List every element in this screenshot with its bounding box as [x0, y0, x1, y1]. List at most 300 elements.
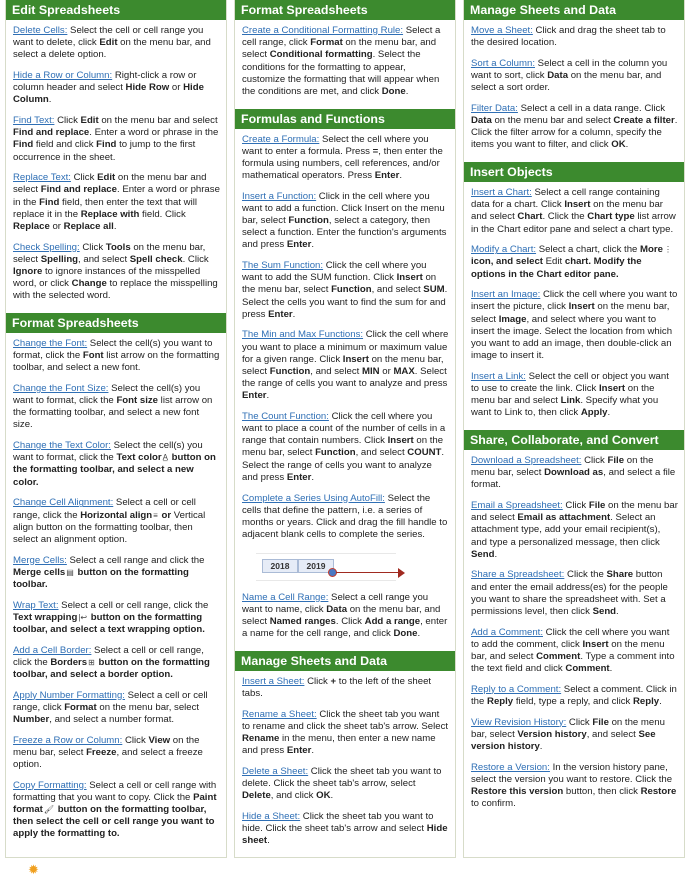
bold-term: Enter [374, 170, 400, 182]
bold-term: Edit [99, 37, 118, 49]
tip-title-link[interactable]: Delete a Sheet: [242, 765, 309, 777]
bold-term: SUM [423, 284, 445, 296]
toolbar-glyph-icon: |↩ [78, 612, 88, 622]
tip-text: Select a cell or cell range, click the [13, 644, 204, 668]
bold-term: or [161, 509, 174, 521]
tip-text: on the menu bar, select [242, 272, 437, 296]
tip-text: Click [304, 675, 331, 687]
bold-term: chart. Modify the options in the Chart editor pane. [471, 256, 642, 280]
tip-text: Click the sheet tab you want to delete. Click the sheet tab's arrow, select [242, 765, 442, 790]
bold-term: Function [288, 215, 329, 227]
bold-term: Spell check [129, 253, 183, 265]
cell-2018: 2018 [262, 559, 298, 573]
bold-term: View [148, 734, 171, 746]
bold-term: Comment [565, 663, 610, 675]
tip-title-link[interactable]: Share a Spreadsheet: [471, 569, 565, 581]
tip-title-link[interactable]: Insert a Chart: [471, 187, 532, 199]
tip-text: . [311, 745, 315, 757]
bold-term: button on the formatting toolbar, and select a text wrapping option. [13, 611, 205, 635]
tip-text: list arrow on the formatting toolbar, and select a new font size. [13, 395, 213, 431]
tip-text: . Enter a word or phrase in the [89, 127, 219, 139]
section-header: Manage Sheets and Data [464, 0, 684, 20]
tip-item [471, 455, 678, 492]
bold-term: Change [71, 278, 107, 290]
tip-title-link[interactable]: Freeze a Row or Column: [13, 734, 123, 746]
tip-text: to the left of the sheet tabs. [242, 675, 432, 700]
bold-term: button on the formatting toolbar, and select a new color. [13, 452, 216, 488]
column-1 [5, 0, 227, 858]
tip-text: Click [79, 241, 106, 253]
bold-term: Restore [640, 785, 677, 797]
tip-text: Click the cell where you want to add the comment, click [471, 626, 670, 650]
bold-term: Text color [116, 452, 162, 464]
bold-term: Find and replace [13, 127, 90, 139]
tip-text: field, type a reply, and click [513, 695, 633, 707]
section-header: Edit Spreadsheets [6, 0, 226, 20]
bold-term: Merge cells [13, 566, 66, 578]
bold-term: MIN [361, 365, 380, 377]
bold-term: Freeze [86, 746, 117, 758]
tip-item [13, 70, 220, 107]
bold-term: File [588, 499, 606, 511]
bold-term: Enter [286, 745, 312, 757]
tip-text: , and select where you want to insert the image. Select the location from which you want to add an image, then double-click an image to insert it. [471, 313, 673, 362]
tip-text: , and select [310, 365, 362, 377]
tip-title-link[interactable]: Copy Formatting: [13, 779, 87, 791]
tip-text: Click [70, 172, 98, 184]
drag-arrow-line [336, 572, 400, 574]
tip-text: or [169, 82, 184, 94]
bold-term: Share [606, 569, 634, 581]
tip-text: list arrow in the Chart editor pane and select a chart type. [471, 211, 676, 235]
tip-text: , and select [371, 284, 424, 296]
bold-term: Insert [396, 272, 423, 284]
tip-text: on the menu bar, and select [471, 638, 665, 662]
bold-term: button on the formatting toolbar. [13, 566, 189, 590]
tip-item [13, 440, 220, 489]
bold-term: Spelling [40, 253, 79, 265]
bold-term: = [372, 145, 379, 157]
bold-term: button on the formatting toolbar, and select a border option. [13, 656, 210, 680]
bold-term: Horizontal align [80, 509, 153, 521]
bold-term: Data [471, 115, 492, 127]
tip-text: Right-click a row or column header and select [13, 70, 197, 94]
tip-title-link[interactable]: Change the Text Color: [13, 440, 111, 452]
section-header: Format Spreadsheets [235, 0, 455, 20]
tip-text: Click [122, 734, 149, 746]
bold-term: Edit [80, 115, 99, 127]
tip-text: . Click [335, 616, 365, 628]
tip-item [471, 717, 678, 754]
tip-text: Click [566, 716, 593, 728]
bold-term: Text wrapping [13, 611, 78, 623]
item-group [242, 592, 449, 641]
tip-text: . [539, 740, 543, 752]
tip-title-link[interactable]: Insert a Function: [242, 190, 317, 202]
tip-text: . Click [182, 253, 209, 265]
tip-text: . [311, 471, 315, 483]
bold-term: Replace all [63, 220, 114, 232]
bold-term: Function [315, 447, 356, 459]
tip-title-link[interactable]: Check Spelling: [13, 241, 80, 253]
section-body [464, 450, 684, 821]
tip-title-link[interactable]: Rename a Sheet: [242, 708, 317, 720]
tip-title-link[interactable]: Sort a Column: [471, 57, 535, 69]
tip-title-link[interactable]: Add a Comment: [471, 626, 543, 638]
tip-item [13, 555, 220, 592]
tip-text: Click and drag the sheet tab to the desired location. [471, 25, 666, 49]
toolbar-glyph-icon: 🖌 [43, 804, 55, 814]
tip-title-link[interactable]: Filter Data: [471, 102, 518, 114]
bold-term: Replace [13, 220, 50, 232]
bold-term: Image [498, 313, 527, 325]
tip-text: Select a cell in the column you want to sort, click [471, 57, 668, 82]
tip-item [242, 260, 449, 321]
bold-term: Conditional formatting [269, 49, 373, 61]
cell-2019: 2019 [298, 559, 334, 573]
tip-text: on the menu bar, and select a sort order. [471, 70, 662, 94]
tip-title-link[interactable]: Replace Text: [13, 172, 71, 184]
bold-term: Find and replace [40, 184, 117, 196]
tip-text: . [113, 220, 117, 232]
tip-text: . Select the cells you want to find the sum for and press [242, 284, 448, 320]
toolbar-glyph-icon: ≡ [153, 510, 158, 520]
autofill-illustration [242, 550, 449, 584]
bold-term: Insert [568, 301, 595, 313]
tip-text: on the menu bar, select [471, 454, 654, 479]
tip-item [471, 103, 678, 152]
sun-logo-icon: ✹ [28, 862, 39, 877]
section-header: Share, Collaborate, and Convert [464, 430, 684, 450]
tip-text: field. Click [139, 208, 186, 220]
tip-title-link[interactable]: The Sum Function: [242, 260, 324, 272]
bold-term: More [640, 244, 663, 256]
tip-item [242, 676, 449, 700]
tip-title-link[interactable]: Reply to a Comment: [471, 683, 562, 695]
tip-text: or [379, 365, 394, 377]
tip-text: Select the cell where you want to enter a formula. Press [242, 133, 429, 157]
bold-term: Enter [286, 239, 312, 251]
tip-text: on the menu bar and select [471, 499, 678, 524]
section-header: Format Spreadsheets [6, 313, 226, 333]
tip-text: to confirm. [471, 798, 516, 810]
tip-text: , and select [586, 728, 639, 740]
tip-item [13, 690, 220, 727]
tip-text: . Specify what you want to Link to, then click [471, 395, 659, 419]
tip-text: on the menu bar, select [13, 734, 200, 758]
tip-title-link[interactable]: Apply Number Formatting: [13, 689, 125, 701]
tip-title-link[interactable]: Move a Sheet: [471, 25, 533, 36]
tip-text: on the menu bar, select [13, 241, 206, 265]
bold-term: OK [316, 790, 331, 802]
tip-item [471, 762, 678, 811]
tip-text: Select a comment. Click in the [471, 683, 677, 707]
tip-text: field, then enter the text that will replace it in the [13, 196, 197, 220]
bold-term: Enter [268, 308, 293, 320]
tip-text: Click [562, 499, 589, 511]
tip-item [471, 187, 678, 236]
tip-text: in the menu, then enter a new name and press [242, 733, 436, 757]
bold-term: OK [611, 139, 626, 151]
bold-term: Done [393, 628, 418, 640]
tip-text: , and select a freeze option. [13, 746, 203, 770]
tip-text: on the menu bar and select [13, 172, 207, 196]
tip-title-link[interactable]: Find Text: [13, 115, 55, 127]
tip-item [13, 115, 220, 164]
tip-title-link[interactable]: Delete Cells: [13, 25, 68, 36]
tip-title-link[interactable]: Complete a Series Using AutoFill: [242, 492, 385, 504]
bold-term: Send [592, 605, 617, 617]
section-header: Manage Sheets and Data [235, 651, 455, 671]
tip-title-link[interactable]: Name a Cell Range: [242, 591, 329, 603]
page-footer [0, 858, 690, 882]
bold-term: Font size [116, 395, 159, 407]
tip-text: Select the cell(s) you want to format, click the [13, 382, 201, 407]
tip-item [242, 493, 449, 542]
tip-text: Select a cell or cell range, click the [13, 497, 196, 521]
tip-text: . [405, 85, 409, 97]
tip-text: , and select a file format. [471, 467, 676, 491]
tip-item [242, 766, 449, 803]
tip-item [13, 735, 220, 772]
tip-item [471, 289, 678, 362]
tip-item [471, 58, 678, 95]
tip-text: on the menu bar and select [471, 199, 663, 223]
tip-item [242, 592, 449, 641]
bold-term: Insert [387, 435, 414, 447]
bold-term: Send [471, 548, 495, 560]
bold-term: Font [82, 350, 104, 362]
tip-title-link[interactable]: Insert a Sheet: [242, 675, 305, 687]
section-body [235, 129, 455, 651]
tip-text: . [659, 695, 662, 707]
bold-term: Data [326, 603, 348, 615]
tip-text: Click the sheet tab you want to rename and click the sheet tab's arrow. Select [242, 708, 449, 732]
tip-title-link[interactable]: The Min and Max Functions: [242, 329, 364, 341]
tip-title-link[interactable]: The Count Function: [242, 410, 329, 422]
tip-title-link[interactable]: Create a Conditional Formatting Rule: [242, 25, 404, 36]
tip-text: list arrow on the formatting toolbar, and select a new font. [13, 350, 220, 374]
tip-text: . [292, 308, 296, 320]
tip-text: . [494, 548, 498, 560]
column-3 [463, 0, 685, 858]
tip-title-link[interactable]: Add a Cell Border: [13, 644, 92, 656]
bold-term: See version history [471, 728, 656, 752]
tip-text: In the version history pane, select the version you want to restore. Click the [471, 761, 673, 785]
bold-term: Find [96, 139, 117, 151]
bold-term: Chart [517, 211, 543, 223]
tip-text: Select a cell in a data range. Click [517, 102, 666, 114]
tip-item [242, 25, 449, 98]
tip-item [242, 411, 449, 484]
tip-text: , enter a name for the cell range, and click [242, 616, 448, 640]
tip-item [471, 25, 678, 49]
tip-item [13, 172, 220, 233]
tip-text: . Select the range of cells you want to analyze and press [242, 447, 445, 483]
bold-term: File [592, 716, 609, 728]
tip-text: Select the cells that define the pattern, i.e. a series of months or years. Click and drag the fill handle to adjacent blank cells to complete the series. [242, 492, 448, 541]
tip-text: Select the cell or cell range you want to delete, click [13, 25, 204, 49]
tip-text: Select a cell or cell range, click [13, 689, 208, 713]
tip-item [13, 497, 220, 546]
tip-text: . [267, 835, 270, 847]
tip-item [13, 383, 220, 432]
tip-title-link[interactable]: Hide a Row or Column: [13, 70, 113, 82]
toolbar-glyph-icon: ▤ [66, 567, 74, 577]
bold-term: Hide sheet [242, 823, 448, 847]
tip-title-link[interactable]: Merge Cells: [13, 554, 67, 566]
tip-text: Select a cell or cell range, click the [58, 599, 209, 611]
tip-item [13, 242, 220, 303]
tip-title-link[interactable]: Restore a Version: [471, 761, 550, 773]
tip-text: . Select an attachment type, add your email recipient(s), and type a personalized message, then click [471, 512, 661, 548]
tip-text: to ignore instances of the misspelled word, or click [13, 265, 201, 290]
tip-item [242, 709, 449, 758]
tip-text: Click the cell where you want to place a minimum or maximum value for a given range. Click [242, 329, 449, 365]
tip-text: . [625, 139, 629, 151]
drag-arrow-head-icon [398, 568, 405, 578]
tip-text: on the menu bar and select [98, 115, 218, 127]
tip-text: Click [54, 115, 81, 127]
bold-term: Reply [487, 695, 514, 707]
bold-term: Function [269, 365, 311, 377]
tip-title-link[interactable]: Modify a Chart: [471, 244, 537, 256]
bold-term: Download as [544, 467, 604, 479]
bold-term: Email as attachment [517, 512, 611, 524]
tip-text: on the menu bar, and select [242, 603, 441, 628]
tip-text: on the menu bar, and select a delete option. [13, 37, 211, 61]
tip-text: . [48, 94, 52, 106]
tip-text: , and select [355, 447, 408, 459]
tip-item [242, 191, 449, 252]
tip-text: on the menu bar and select [491, 115, 614, 127]
bold-term: Apply [580, 407, 608, 419]
tip-text: Select a cell range containing data for a chart. Click [471, 187, 660, 211]
bold-term: Restore this version [471, 785, 564, 797]
tip-text: Select a cell range you want to name, click [242, 591, 429, 615]
bold-term: Link [560, 395, 581, 407]
tip-item [242, 811, 449, 848]
tip-text: . [266, 390, 270, 402]
bold-term: Data [547, 70, 569, 82]
section-header: Formulas and Functions [235, 109, 455, 129]
tip-title-link[interactable]: Change Cell Alignment: [13, 497, 114, 509]
tip-text: Select a chart, click the [536, 244, 641, 256]
tip-title-link[interactable]: Insert a Link: [471, 370, 526, 382]
tip-text: Click the [564, 569, 607, 581]
bold-term: Comment [536, 650, 581, 662]
section-body [6, 20, 226, 313]
tip-title-link[interactable]: Insert an Image: [471, 289, 541, 301]
tip-title-link[interactable]: Download a Spreadsheet: [471, 454, 582, 466]
bold-term: + [330, 675, 337, 687]
bold-term: Version history [517, 728, 587, 740]
tip-item [13, 25, 220, 62]
tip-text: Click the cell where you want to add the SUM function. Click [242, 260, 427, 284]
tip-text: . [616, 605, 619, 617]
tip-text: on the menu bar and select [471, 382, 655, 407]
bold-term: Insert [598, 382, 626, 394]
tip-text: . Type a comment into the text field and click [471, 650, 675, 675]
tip-text: button and enter the email address(es) for the people you want to share the spreadsheet with. Set a permissions level, then click [471, 569, 668, 617]
tip-text: button on the formatting toolbar, then select an alignment option. [13, 521, 193, 545]
bold-term: button on the formatting toolbar, then select the cell or cell range you want to apply the formatting to. [13, 803, 215, 840]
bold-term: Number [13, 713, 50, 725]
tip-text: . Click the filter arrow for a column, specify the items you want to filter, and click [471, 115, 678, 151]
item-group [242, 134, 449, 542]
toolbar-glyph-icon: A̲ [162, 453, 168, 463]
tip-text: , select a category, then select a function. Enter the function's arguments and press [242, 215, 447, 251]
tip-text: field and click [33, 139, 97, 151]
bold-term: Create a filter [613, 115, 675, 127]
tip-text: . [399, 170, 402, 182]
bold-term: Insert [564, 199, 591, 211]
tip-item [471, 684, 678, 708]
tip-item [242, 329, 449, 402]
tip-text: Click the cell where you want to place a count of the number of cells in a range that contain numbers. Click [242, 410, 446, 447]
tip-text: . [417, 628, 421, 640]
tip-text: . Click the [542, 211, 588, 223]
tip-title-link[interactable]: Wrap Text: [13, 599, 59, 611]
tip-text: , and click [270, 790, 317, 802]
bold-term: MAX [393, 365, 415, 377]
bold-term: Add a range [364, 616, 421, 628]
tip-text: . [607, 407, 611, 419]
bold-term: icon, and select [471, 256, 546, 268]
cheat-sheet [5, 0, 685, 858]
tip-text: , and select a number format. [49, 713, 175, 725]
tip-item [471, 500, 678, 561]
tip-item [471, 371, 678, 420]
bold-term: Function [331, 284, 372, 296]
bold-term: Enter [286, 471, 312, 483]
tip-title-link[interactable]: Change the Font Size: [13, 382, 109, 394]
bold-term: Borders [50, 656, 88, 668]
tip-title-link[interactable]: Hide a Sheet: [242, 810, 301, 822]
section-body [464, 20, 684, 162]
tip-text: to jump to the first occurrence in the sheet. [13, 139, 196, 163]
bold-term: Insert [582, 638, 609, 650]
tip-text: on the menu bar, select [242, 435, 444, 459]
tip-text: Select the cell(s) you want to format, click the [13, 337, 213, 362]
bold-term: Replace with [80, 208, 140, 220]
tip-text: on the menu bar, and select [242, 37, 437, 61]
tip-title-link[interactable]: Email a Spreadsheet: [471, 499, 563, 511]
bold-term: Format [64, 701, 97, 713]
bold-term: Find [39, 196, 60, 208]
tip-title-link[interactable]: View Revision History: [471, 716, 567, 728]
bold-term: Done [381, 85, 406, 97]
section-header: Insert Objects [464, 162, 684, 182]
bold-term: Ignore [13, 265, 43, 277]
tip-text: , and select [78, 253, 130, 265]
tip-text: . [330, 790, 334, 802]
tip-title-link[interactable]: Create a Formula: [242, 133, 320, 145]
bold-term: Tools [105, 241, 131, 253]
tip-item [471, 569, 678, 618]
section-body [235, 20, 455, 109]
bold-term: Insert [342, 353, 369, 365]
tip-text: Select a cell range, click [242, 25, 441, 49]
tip-text: Select the cell or object you want to use to create the link. Click [471, 370, 669, 394]
toolbar-glyph-icon: ⊞ [88, 657, 95, 667]
tip-text: Edit [545, 256, 563, 268]
tip-text: on the menu bar, select [471, 716, 665, 740]
bold-term: Find [13, 139, 34, 151]
bold-term: Edit [97, 172, 116, 184]
tip-text: , then enter the formula using numbers, cell references, and/or mathematical operators. Press [242, 145, 443, 182]
tip-title-link[interactable]: Change the Font: [13, 337, 88, 349]
